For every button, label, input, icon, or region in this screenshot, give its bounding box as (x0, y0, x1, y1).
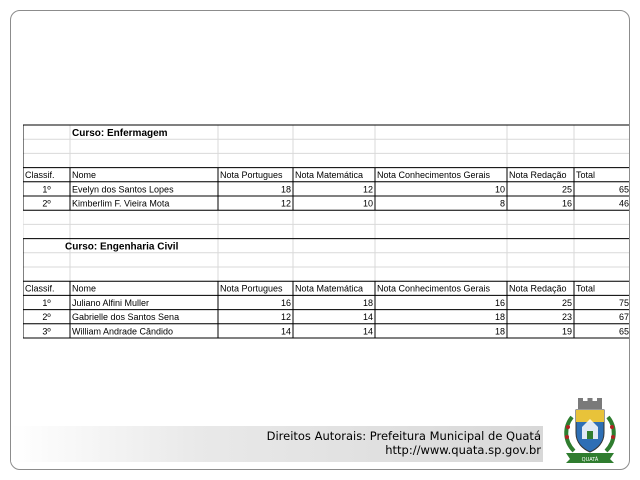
site-url: http://www.quata.sp.gov.br (385, 443, 541, 457)
column-header: Nome (72, 283, 97, 294)
column-header: Nome (72, 170, 97, 181)
name-cell: Evelyn dos Santos Lopes (72, 184, 174, 195)
footer-credit (267, 429, 541, 457)
score-cell: 10 (362, 198, 373, 209)
score-cell: 67 (618, 312, 629, 323)
score-cell: 14 (362, 326, 373, 337)
rank-cell: 2º (42, 312, 51, 323)
score-cell: 65 (618, 184, 629, 195)
score-cell: 19 (561, 326, 572, 337)
score-cell: 8 (499, 198, 505, 209)
rank-cell: 3º (42, 326, 51, 337)
name-cell: Kimberlim F. Vieira Mota (72, 198, 170, 209)
score-cell: 65 (618, 326, 629, 337)
column-header: Nota Conhecimentos Gerais (377, 170, 491, 181)
score-cell: 10 (494, 184, 505, 195)
rank-cell: 1º (42, 184, 51, 195)
column-header: Nota Redação (509, 283, 567, 294)
column-header: Nota Portugues (220, 170, 283, 181)
name-cell: William Andrade Cândido (72, 326, 174, 337)
score-cell: 75 (618, 297, 629, 308)
score-cell: 18 (280, 184, 291, 195)
column-header: Nota Matemática (295, 170, 364, 181)
copyright-text: Direitos Autorais: Prefeitura Municipal de Quatá (266, 429, 541, 443)
score-cell: 12 (280, 312, 291, 323)
results-grid (23, 115, 630, 339)
spreadsheet-results (23, 115, 630, 339)
score-cell: 18 (494, 326, 505, 337)
score-cell: 14 (280, 326, 291, 337)
column-header: Nota Redação (509, 170, 567, 181)
score-cell: 12 (280, 198, 291, 209)
score-cell: 25 (561, 184, 572, 195)
score-cell: 18 (362, 297, 373, 308)
rank-cell: 2º (42, 198, 51, 209)
column-header: Nota Conhecimentos Gerais (377, 283, 491, 294)
municipal-crest-icon (558, 397, 622, 467)
score-cell: 46 (618, 198, 629, 209)
score-cell: 16 (280, 297, 291, 308)
column-header: Nota Matemática (295, 283, 364, 294)
crest-motto: QUATÁ (581, 457, 599, 463)
column-header: Total (576, 283, 596, 294)
name-cell: Gabrielle dos Santos Sena (72, 312, 180, 323)
column-header: Classif. (25, 170, 55, 181)
section-title: Curso: Enfermagem (72, 128, 168, 139)
column-header: Total (576, 170, 596, 181)
section-title: Curso: Engenharia Civil (65, 241, 179, 253)
score-cell: 18 (494, 312, 505, 323)
score-cell: 14 (362, 312, 373, 323)
rank-cell: 1º (42, 297, 51, 308)
column-header: Classif. (25, 283, 55, 294)
score-cell: 25 (561, 297, 572, 308)
score-cell: 16 (494, 297, 505, 308)
score-cell: 16 (561, 198, 572, 209)
column-header: Nota Portugues (220, 283, 283, 294)
score-cell: 12 (362, 184, 373, 195)
name-cell: Juliano Alfini Muller (72, 297, 150, 308)
slide-frame (10, 10, 630, 470)
score-cell: 23 (561, 312, 572, 323)
